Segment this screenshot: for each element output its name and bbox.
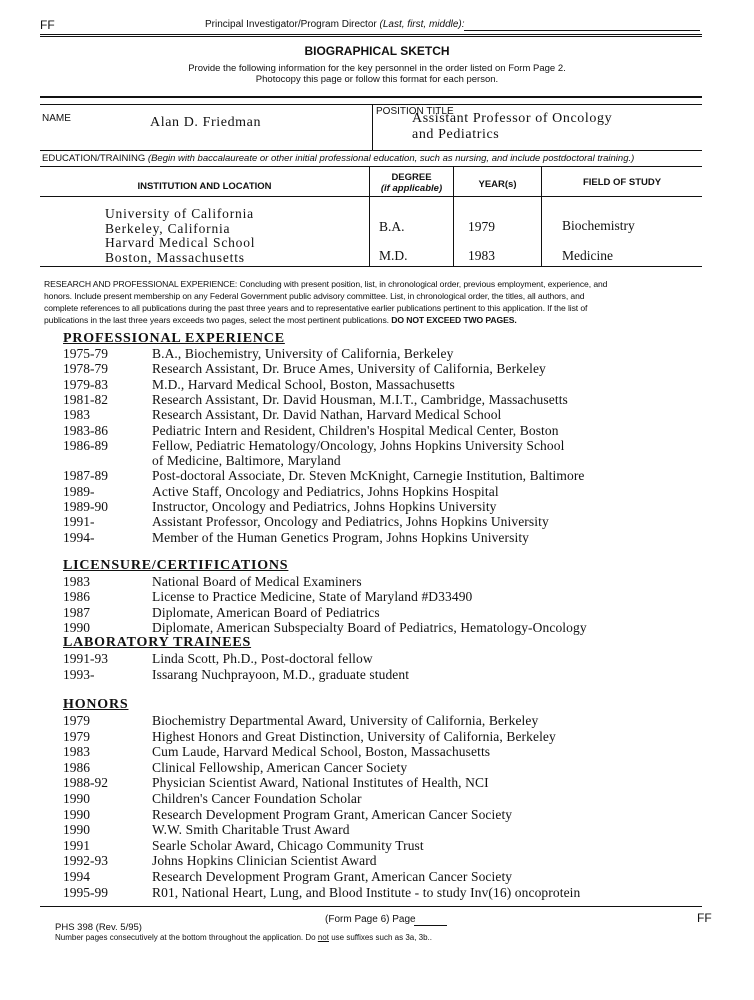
- education-header-rule: [40, 166, 702, 167]
- licensure-row: [0, 574, 754, 589]
- honor-row: [0, 760, 754, 775]
- licensure-row: [0, 605, 754, 620]
- col-degree: DEGREE: [391, 172, 432, 183]
- honor-year: 1994: [63, 869, 90, 884]
- education-label: EDUCATION/TRAINING: [42, 153, 146, 164]
- page-title: BIOGRAPHICAL SKETCH: [304, 44, 450, 58]
- experience-year: 1975-79: [63, 346, 108, 361]
- instructions-line-2: Photocopy this page or follow this format for each person.: [255, 74, 499, 85]
- position-label: POSITION TITLE: [376, 106, 454, 117]
- edu-row-2-degree: M.D.: [379, 248, 408, 263]
- experience-row: [0, 530, 754, 545]
- footer-note-not: not: [317, 933, 329, 942]
- experience-row: [0, 514, 754, 529]
- licensure-text: National Board of Medical Examiners: [152, 574, 362, 589]
- licensure-year: 1983: [63, 574, 90, 589]
- edu-row-1-inst-2: Berkeley, California: [105, 221, 231, 236]
- honor-text: Physician Scientist Award, National Institutes of Health, NCI: [152, 775, 489, 791]
- education-column-rule: [40, 196, 702, 197]
- edu-row-1-inst-1: University of California: [105, 206, 254, 221]
- edu-row-2-inst-2: Boston, Massachusetts: [105, 250, 245, 265]
- col-year: YEAR(s): [478, 179, 517, 190]
- ff-mark-right: FF: [697, 911, 712, 925]
- footer-rule: [40, 906, 702, 907]
- trainee-year: 1993-: [63, 667, 95, 682]
- experience-text: of Medicine, Baltimore, Maryland: [152, 453, 341, 469]
- footer-note: [55, 933, 432, 942]
- pi-label-line: [205, 19, 465, 30]
- name-block-rule: [40, 104, 702, 105]
- name-label: NAME: [42, 113, 71, 124]
- pi-label: Principal Investigator/Program Director: [205, 19, 377, 30]
- research-instructions-line-1: RESEARCH AND PROFESSIONAL EXPERIENCE: Concluding with present position, list, in chronological order, previous employment, experience, and: [44, 279, 608, 289]
- honor-row: [0, 729, 754, 744]
- research-instructions-line-4: [44, 315, 517, 325]
- honor-text: Highest Honors and Great Distinction, University of California, Berkeley: [152, 728, 556, 744]
- name-position-divider: [372, 104, 373, 150]
- honor-year: 1991: [63, 837, 90, 853]
- experience-text: Fellow, Pediatric Hematology/Oncology, Johns Hopkins University School: [152, 437, 565, 453]
- honor-text: Research Development Program Grant, American Cancer Society: [152, 869, 513, 884]
- honor-text: Searle Scholar Award, Chicago Community Trust: [152, 837, 424, 853]
- experience-row: [0, 377, 754, 392]
- experience-year: 1983-86: [63, 422, 108, 438]
- honor-year: 1983: [63, 744, 90, 760]
- honor-text: R01, National Heart, Lung, and Blood Institute - to study Inv(16) oncoprotein: [152, 884, 581, 900]
- experience-row: [0, 407, 754, 422]
- experience-row: [0, 346, 754, 361]
- footer-note-part-2: use suffixes such as 3a, 3b..: [331, 933, 433, 942]
- licensure-text: License to Practice Medicine, State of Maryland #D33490: [152, 589, 473, 605]
- honor-year: 1990: [63, 791, 90, 806]
- honor-text: Cum Laude, Harvard Medical School, Boston, Massachusetts: [152, 744, 491, 760]
- experience-row: [0, 484, 754, 499]
- header-rule-2: [40, 36, 702, 37]
- experience-text: M.D., Harvard Medical School, Boston, Massachusetts: [152, 376, 455, 392]
- trainee-year: 1991-93: [63, 651, 108, 666]
- experience-row: [0, 392, 754, 407]
- licensure-year: 1990: [63, 619, 90, 635]
- position-line-2: and Pediatrics: [412, 127, 500, 142]
- professional-experience-heading: PROFESSIONAL EXPERIENCE: [63, 331, 285, 346]
- edu-row-2-inst-1: Harvard Medical School: [105, 235, 256, 250]
- experience-text: Research Assistant, Dr. David Nathan, Harvard Medical School: [152, 407, 502, 423]
- experience-row: [0, 453, 754, 468]
- experience-text: Post-doctoral Associate, Dr. Steven McKnight, Carnegie Institution, Baltimore: [152, 468, 585, 484]
- trainee-text: Issarang Nuchprayoon, M.D., graduate student: [152, 667, 410, 682]
- honor-year: 1986: [63, 759, 90, 775]
- honor-row: [0, 885, 754, 900]
- edu-row-2-field: Medicine: [562, 248, 613, 263]
- experience-year: 1987-89: [63, 468, 108, 484]
- experience-text: Research Assistant, Dr. Bruce Ames, University of California, Berkeley: [152, 361, 546, 377]
- honor-year: 1979: [63, 713, 90, 728]
- honor-row: [0, 807, 754, 822]
- honor-text: Children's Cancer Foundation Scholar: [152, 791, 362, 806]
- edu-row-2-year: 1983: [468, 248, 495, 263]
- experience-text: Pediatric Intern and Resident, Children's Hospital Medical Center, Boston: [152, 422, 559, 438]
- experience-row: [0, 361, 754, 376]
- col-institution: INSTITUTION AND LOCATION: [137, 181, 272, 192]
- experience-row: [0, 468, 754, 483]
- experience-year: 1979-83: [63, 376, 108, 392]
- header-rule: [40, 34, 702, 35]
- honor-year: 1990: [63, 806, 90, 822]
- experience-text: Assistant Professor, Oncology and Pediatrics, Johns Hopkins University: [152, 514, 549, 530]
- licensure-year: 1987: [63, 604, 90, 620]
- honor-year: 1988-92: [63, 775, 108, 791]
- honor-text: Johns Hopkins Clinician Scientist Award: [152, 853, 377, 869]
- experience-row: [0, 499, 754, 514]
- name-value: Alan D. Friedman: [150, 115, 262, 130]
- experience-text: Member of the Human Genetics Program, Johns Hopkins University: [152, 529, 530, 545]
- trainee-row: [0, 651, 754, 666]
- honor-year: 1979: [63, 728, 90, 744]
- research-instructions-line-2: honors. Include present membership on any Federal Government public advisory committee. List, in chronological order, the titles, all authors, and: [44, 291, 585, 301]
- research-instructions-line-3: complete references to all publications during the past three years and to representative earlier publications pertinent to this application. If the list of: [44, 303, 588, 313]
- licensure-text: Diplomate, American Subspecialty Board of Pediatrics, Hematology-Oncology: [152, 619, 587, 635]
- footer-note-part-1: Number pages consecutively at the bottom throughout the application. Do: [55, 933, 316, 942]
- experience-text: Active Staff, Oncology and Pediatrics, Johns Hopkins Hospital: [152, 483, 499, 499]
- honor-row: [0, 775, 754, 790]
- honor-row: [0, 791, 754, 806]
- edu-row-1-field: Biochemistry: [562, 218, 635, 233]
- licensure-row: [0, 589, 754, 604]
- name-block-top-rule: [40, 96, 702, 98]
- research-instructions-limit: DO NOT EXCEED TWO PAGES.: [391, 315, 517, 325]
- trainees-heading: LABORATORY TRAINEES: [63, 635, 252, 650]
- honor-text: W.W. Smith Charitable Trust Award: [152, 822, 350, 838]
- experience-text: B.A., Biochemistry, University of California, Berkeley: [152, 346, 454, 361]
- pi-hint: (Last, first, middle):: [379, 19, 465, 30]
- honor-year: 1990: [63, 822, 90, 838]
- instructions-line-1: Provide the following information for the key personnel in the order listed on Form Page 2.: [188, 63, 566, 74]
- honor-row: [0, 822, 754, 837]
- licensure-row: [0, 620, 754, 635]
- experience-text: Instructor, Oncology and Pediatrics, Johns Hopkins University: [152, 499, 497, 514]
- trainee-text: Linda Scott, Ph.D., Post-doctoral fellow: [152, 651, 373, 666]
- experience-year: 1978-79: [63, 361, 108, 377]
- research-instructions-line-4-text: publications in the last three years exceeds two pages, select the most pertinent publications.: [44, 315, 389, 325]
- experience-row: [0, 423, 754, 438]
- experience-year: 1991-: [63, 514, 95, 530]
- ff-mark-left: FF: [40, 18, 55, 32]
- trainee-row: [0, 667, 754, 682]
- honors-heading: HONORS: [63, 697, 129, 712]
- licensure-text: Diplomate, American Board of Pediatrics: [152, 604, 380, 620]
- col-degree-hint: (if applicable): [380, 183, 443, 194]
- experience-year: 1994-: [63, 529, 95, 545]
- honor-row: [0, 869, 754, 884]
- honor-year: 1992-93: [63, 853, 108, 869]
- honor-row: [0, 713, 754, 728]
- licensure-heading: LICENSURE/CERTIFICATIONS: [63, 558, 289, 573]
- experience-row: [0, 438, 754, 453]
- honor-row: [0, 744, 754, 759]
- experience-year: 1986-89: [63, 437, 108, 453]
- pi-name-underline: [464, 30, 700, 31]
- form-page-label: (Form Page 6) Page: [325, 914, 416, 925]
- honor-text: Research Development Program Grant, American Cancer Society: [152, 806, 513, 822]
- licensure-year: 1986: [63, 589, 90, 605]
- education-top-rule: [40, 150, 702, 151]
- education-hint: (Begin with baccalaureate or other initial professional education, such as nursing, and include postdoctoral training.): [147, 153, 635, 164]
- honor-row: [0, 838, 754, 853]
- experience-year: 1989-: [63, 483, 95, 499]
- edu-row-1-degree: B.A.: [379, 219, 405, 234]
- education-bottom-rule: [40, 266, 702, 267]
- experience-year: 1983: [63, 407, 90, 423]
- col-field: FIELD OF STUDY: [582, 177, 662, 188]
- experience-year: 1989-90: [63, 499, 108, 514]
- honor-row: [0, 853, 754, 868]
- experience-year: 1981-82: [63, 391, 108, 407]
- honor-text: Clinical Fellowship, American Cancer Society: [152, 759, 408, 775]
- page-number-underline: [414, 925, 447, 926]
- experience-text: Research Assistant, Dr. David Housman, M.I.T., Cambridge, Massachusetts: [152, 391, 568, 407]
- edu-row-1-year: 1979: [468, 219, 495, 234]
- position-line-1: Assistant Professor of Oncology: [412, 111, 613, 126]
- honor-year: 1995-99: [63, 884, 108, 900]
- form-number: PHS 398 (Rev. 5/95): [55, 922, 142, 933]
- education-label-line: [42, 153, 634, 164]
- honor-text: Biochemistry Departmental Award, University of California, Berkeley: [152, 713, 539, 728]
